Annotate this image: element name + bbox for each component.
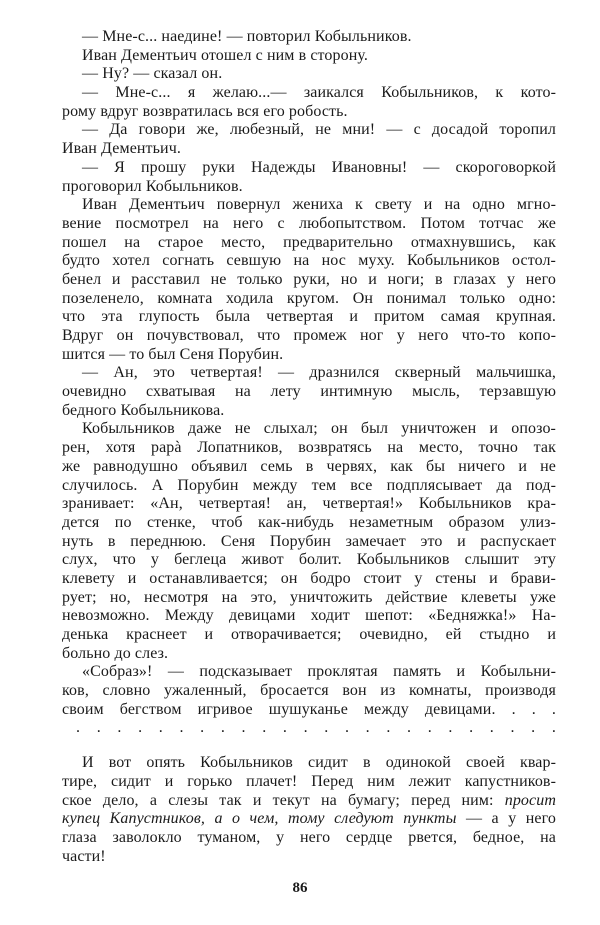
italic-text: просит	[504, 791, 556, 809]
separator-dot: .	[551, 719, 556, 737]
text-line: невозможно. Между девицами ходит шепот: «Бедняжка!» На-	[62, 607, 556, 625]
text-line: бедного Кобыльникова.	[62, 401, 225, 419]
section-separator	[62, 719, 556, 738]
text-line: — Я прошу руки Надежды Ивановны! — скороговоркой	[82, 158, 556, 176]
separator-dot: .	[220, 719, 225, 737]
text-span: ское дело, а слезы так и текут на бумагу; перед ним:	[62, 791, 494, 809]
separator-dot: .	[282, 719, 287, 737]
text-line: рому вдруг возвратилась вся его робость.	[62, 102, 348, 120]
text-line: — Мне-с... наедине! — повторил Кобыльников.	[82, 28, 412, 45]
separator-dot: .	[241, 719, 246, 737]
paragraph	[62, 663, 556, 719]
separator-dot: .	[138, 719, 143, 737]
text-line: слух, что у беглеца живот болит. Кобыльников слышит эту	[62, 551, 556, 569]
text-line: части!	[62, 847, 106, 865]
separator-dot: .	[489, 719, 494, 737]
text-line: случилось. А Порубин между тем все подплясывает да под-	[62, 476, 556, 494]
separator-dot: .	[179, 719, 184, 737]
text-line: Вдруг он почувствовал, что промеж ног у него что-то копо-	[62, 327, 556, 344]
text-line: рен, хотя papà Лопатников, возвратясь на место, точно так	[62, 439, 556, 457]
separator-dot: .	[407, 719, 411, 737]
text-line: позеленело, комната ходила кругом. Он понимал только одно:	[62, 289, 556, 307]
text-line: своим бегством игривое шушуканье между девицами. . . .	[62, 700, 556, 718]
text-line: больно до слез.	[62, 644, 169, 662]
separator-dot: .	[324, 719, 329, 737]
text-line: будто хотел согнать севшую на нос муху. Кобыльников остол-	[62, 252, 556, 270]
separator-dot: .	[96, 719, 101, 737]
text-line: проговорил Кобыльников.	[62, 177, 243, 195]
text-line: нуть в переднюю. Сеня Порубин замечает это и распускает	[62, 532, 556, 550]
paragraph-final	[62, 754, 556, 866]
text-line: шится — то был Сеня Порубин.	[62, 345, 284, 363]
paragraph	[62, 28, 556, 47]
separator-dot: .	[117, 719, 122, 737]
separator-dot: .	[427, 719, 432, 737]
text-line: вение посмотрел на него с любопытством. Потом тотчас же	[62, 214, 556, 232]
text-line: Иван Дементьич.	[62, 140, 181, 158]
text-line: рует; но, несмотря на это, уничтожить действие клеветы уже	[62, 588, 556, 606]
paragraph	[62, 196, 556, 364]
text-line: пошел на старое место, предварительно отмахнувшись, как	[62, 233, 556, 251]
text-line: ков, словно ужаленный, бросается вон из комнаты, производя	[62, 682, 556, 700]
text-line: глаза заволокло туманом, у него сердце рвется, бедное, на	[62, 828, 556, 846]
text-line: зранивает: «Ан, четвертая! ан, четвертая!» Кобыльников кра-	[62, 495, 556, 513]
text-line	[62, 810, 556, 829]
section-gap	[62, 738, 556, 754]
paragraph	[62, 47, 556, 66]
text-line: что эта глупость была четвертая и притом самая крупная.	[62, 308, 556, 326]
separator-dot: .	[303, 719, 308, 737]
text-line: Иван Дементьич повернул жениха к свету и на одно мгно-	[82, 196, 556, 214]
text-line: дется по стенке, чтоб как-нибудь незаметным образом улиз-	[62, 513, 556, 531]
text-line: Кобыльников даже не слыхал; он был уничтожен и опозо-	[82, 420, 556, 438]
text-line: очевидно схватывая на лету интимную мысль, терзавшую	[62, 383, 556, 401]
text-line: — Мне-с... я желаю...— заикался Кобыльников, к кото-	[82, 84, 556, 102]
text-line: «Собраз»! — подсказывает проклятая память и Кобыльни-	[82, 663, 556, 681]
separator-dot: .	[510, 719, 515, 737]
text-line: — Ну? — сказал он.	[82, 65, 223, 83]
text-line: — Ан, это четвертая! — дразнился скверный мальчишка,	[82, 364, 556, 382]
separator-dot: .	[365, 719, 370, 737]
separator-dot: .	[386, 719, 391, 737]
separator-dot: .	[158, 719, 163, 737]
paragraph	[62, 121, 556, 158]
text-line: тире, сидит и горько плачет! Перед ним лежит капустников-	[62, 772, 556, 790]
separator-dot: .	[344, 719, 349, 737]
text-line: И вот опять Кобыльников сидит в одинокой своей квар-	[82, 754, 556, 772]
text-line: клевету и останавливается; он бодро стоит у стены и брави-	[62, 569, 556, 587]
page-body	[62, 28, 556, 866]
text-line: — Да говори же, любезный, не мни! — с досадой торопил	[82, 121, 556, 139]
text-line: бенел и расставил не только руки, но и ноги; в глазах у него	[62, 270, 556, 288]
text-line: Иван Дементьич отошел с ним в сторону.	[82, 46, 368, 64]
paragraph	[62, 84, 556, 121]
paragraph	[62, 159, 556, 196]
page-number: 86	[292, 880, 308, 896]
text-line	[62, 792, 556, 811]
separator-dot: .	[200, 719, 205, 737]
separator-dot: .	[448, 719, 453, 737]
paragraph	[62, 364, 556, 420]
paragraph	[62, 420, 556, 663]
text-line: денька краснеет и отворачивается; очевидно, ей стыдно и	[62, 626, 556, 643]
separator-dot: .	[262, 719, 267, 737]
separator-dot: .	[531, 719, 536, 737]
text-line: же равнодушно объявил семь в червях, как бы ничего и не	[62, 457, 556, 475]
italic-text: купец Капустников, а о чем, тому следуют пункты	[62, 810, 457, 828]
separator-dot: .	[76, 719, 80, 737]
separator-dot: .	[469, 719, 474, 737]
text-span: — а у него	[466, 810, 556, 828]
paragraph	[62, 65, 556, 84]
